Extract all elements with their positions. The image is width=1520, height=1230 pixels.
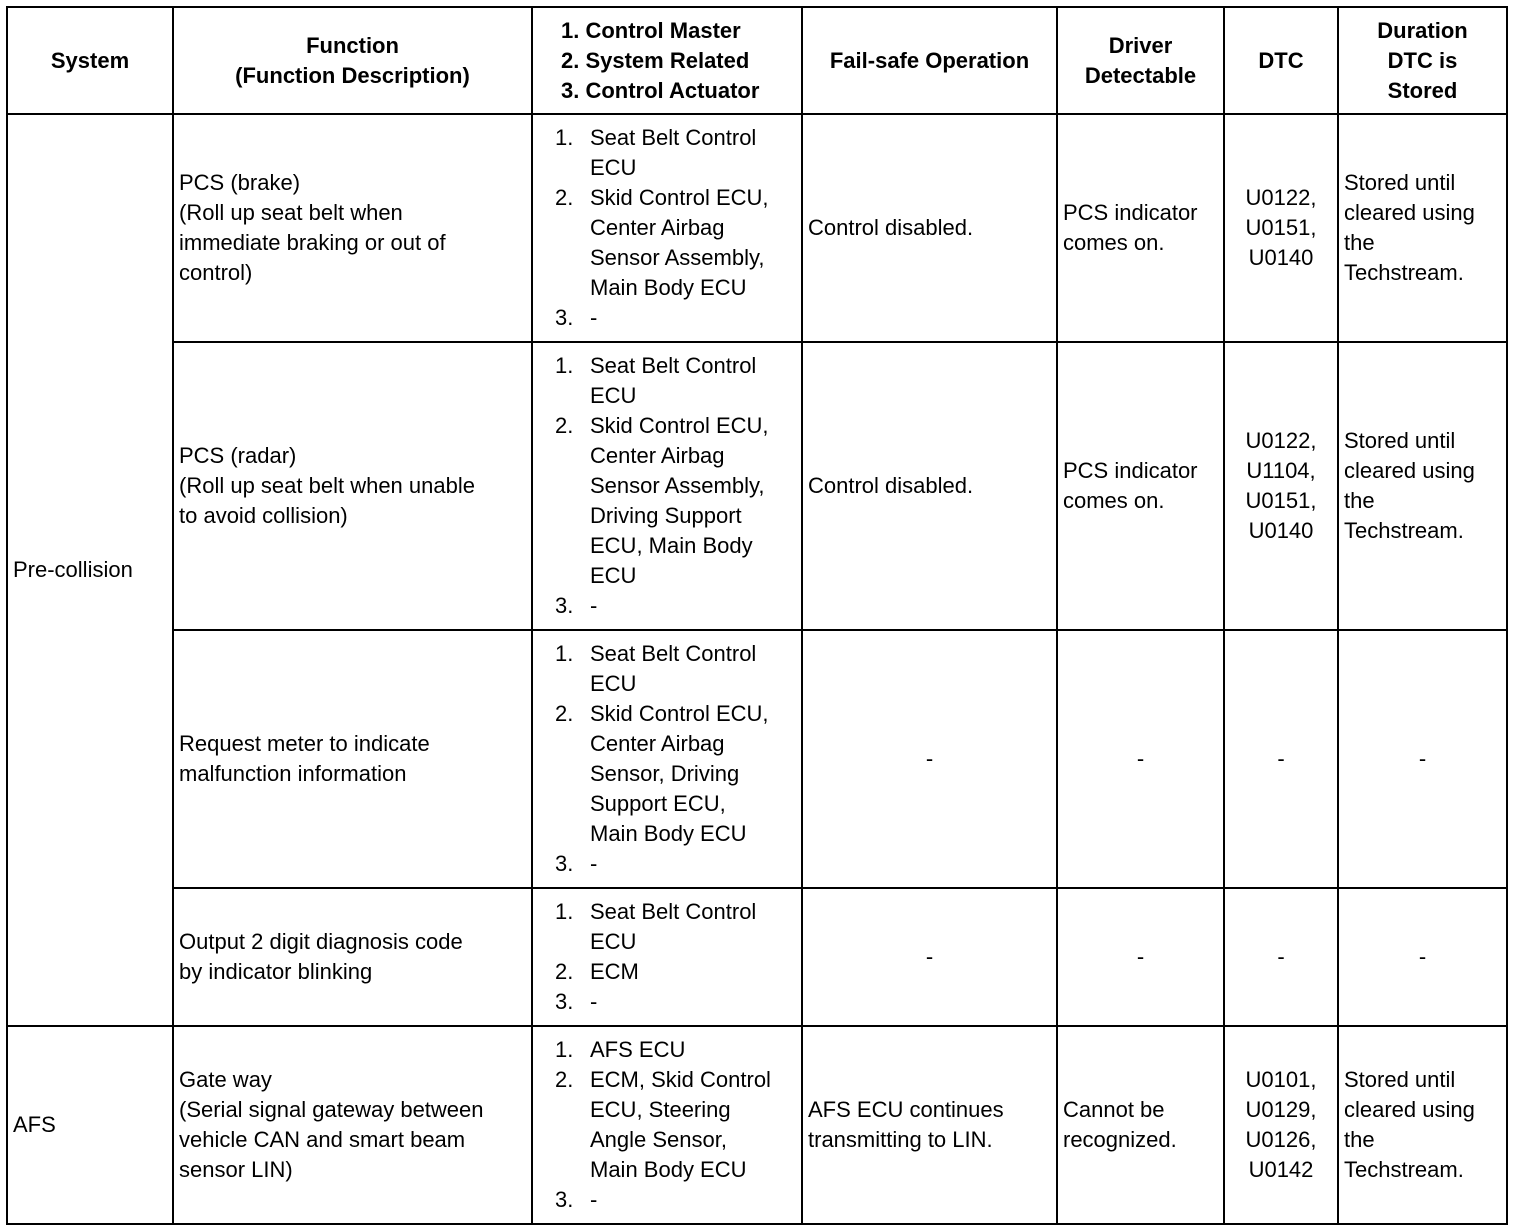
control-item-number: 3. — [555, 989, 574, 1014]
control-item-line: - — [590, 989, 598, 1014]
function-line: control) — [179, 260, 253, 285]
header-driver-line: Detectable — [1084, 62, 1197, 88]
duration-cell — [1338, 1026, 1507, 1224]
header-row — [7, 7, 1507, 114]
dtc-cell — [1224, 114, 1338, 342]
failsafe-cell — [802, 1026, 1057, 1224]
function-line: malfunction information — [179, 761, 407, 786]
table-row — [7, 888, 1507, 1026]
control-item-number: 3. — [555, 851, 574, 876]
function-line: (Roll up seat belt when — [179, 200, 403, 225]
dtc-line: U0140 — [1248, 245, 1314, 270]
function-line: Request meter to indicate — [179, 731, 430, 756]
control-item-line: AFS ECU — [590, 1037, 686, 1062]
dtc-line: U0101, — [1245, 1067, 1317, 1092]
header-control-line: 3. Control Actuator — [561, 77, 760, 103]
duration-line: Techstream. — [1344, 1157, 1464, 1182]
dtc-line: U0142 — [1248, 1157, 1314, 1182]
header-function-line: Function — [306, 32, 399, 58]
control-list — [538, 351, 796, 621]
failsafe-line: - — [925, 944, 934, 969]
failsafe-line: transmitting to LIN. — [808, 1127, 993, 1152]
dtc-line: U1104, — [1246, 458, 1316, 483]
header-control-line: 2. System Related — [561, 47, 750, 73]
function-cell — [173, 1026, 532, 1224]
driver-line: Cannot be — [1063, 1097, 1165, 1122]
duration-line: Techstream. — [1344, 518, 1464, 543]
control-item-number: 3. — [555, 1187, 574, 1212]
header-function-line: (Function Description) — [235, 62, 470, 88]
control-item-line: Sensor, Driving — [590, 761, 740, 786]
control-item-line: Center Airbag — [590, 215, 725, 240]
control-list-item — [538, 1185, 796, 1215]
control-item-number: 1. — [555, 1037, 574, 1062]
dtc-cell — [1224, 1026, 1338, 1224]
dtc-line: U0129, — [1245, 1097, 1317, 1122]
control-item-line: Skid Control ECU, — [590, 185, 769, 210]
control-list — [538, 123, 796, 333]
function-line: Gate way — [179, 1067, 272, 1092]
function-cell — [173, 342, 532, 630]
control-item-line: Sensor Assembly, — [590, 473, 765, 498]
control-cell — [532, 342, 802, 630]
control-item-line: Seat Belt Control — [590, 899, 757, 924]
control-list — [538, 1035, 796, 1215]
control-item-number: 1. — [555, 125, 574, 150]
control-item-line: - — [590, 851, 598, 876]
header-driver — [1057, 7, 1224, 114]
function-line: PCS (brake) — [179, 170, 301, 195]
control-list-item — [538, 897, 796, 957]
control-item-line: ECU — [590, 929, 637, 954]
control-item-line: ECU — [590, 155, 637, 180]
control-item-line: ECM — [590, 959, 639, 984]
dtc-line: U0122, — [1245, 428, 1317, 453]
function-line: Output 2 digit diagnosis code — [179, 929, 463, 954]
dtc-line: - — [1277, 746, 1285, 771]
function-line: vehicle CAN and smart beam — [179, 1127, 466, 1152]
header-duration — [1338, 7, 1507, 114]
control-list-item — [538, 699, 796, 849]
dtc-cell — [1224, 888, 1338, 1026]
driver-line: comes on. — [1063, 488, 1165, 513]
duration-line: cleared using — [1344, 458, 1475, 483]
header-duration-line: Stored — [1387, 77, 1458, 103]
dtc-line: U0151, — [1245, 488, 1317, 513]
control-item-number: 2. — [555, 1067, 574, 1092]
driver-line: PCS indicator — [1063, 200, 1198, 225]
control-item-number: 2. — [555, 185, 574, 210]
failsafe-cell — [802, 888, 1057, 1026]
failsafe-cell — [802, 114, 1057, 342]
function-line: to avoid collision) — [179, 503, 348, 528]
dtc-line: U0151, — [1245, 215, 1317, 240]
duration-cell — [1338, 114, 1507, 342]
control-item-line: Skid Control ECU, — [590, 701, 769, 726]
control-item-line: Skid Control ECU, — [590, 413, 769, 438]
control-list-item — [538, 1065, 796, 1185]
duration-line: - — [1418, 944, 1427, 969]
control-list — [538, 639, 796, 879]
control-list-item — [538, 957, 796, 987]
control-item-number: 2. — [555, 413, 574, 438]
failsafe-line: - — [925, 746, 934, 771]
control-item-line: - — [590, 305, 598, 330]
control-item-line: - — [590, 1187, 598, 1212]
duration-cell — [1338, 342, 1507, 630]
table-row — [7, 114, 1507, 342]
failsafe-line: Control disabled. — [808, 215, 974, 240]
function-line: (Roll up seat belt when unable — [179, 473, 475, 498]
duration-line: cleared using — [1344, 200, 1475, 225]
control-list-item — [538, 639, 796, 699]
duration-line: Stored until — [1344, 428, 1456, 453]
control-item-line: Seat Belt Control — [590, 353, 757, 378]
control-item-number: 1. — [555, 353, 574, 378]
driver-line: PCS indicator — [1063, 458, 1198, 483]
duration-line: Stored until — [1344, 170, 1456, 195]
dtc-line: U0122, — [1245, 185, 1317, 210]
control-list-item — [538, 351, 796, 411]
failsafe-cell — [802, 342, 1057, 630]
failsafe-line: AFS ECU continues — [808, 1097, 1004, 1122]
driver-cell — [1057, 888, 1224, 1026]
control-list-item — [538, 591, 796, 621]
system-cell: AFS — [7, 1026, 173, 1224]
duration-line: Stored until — [1344, 1067, 1456, 1092]
duration-line: cleared using — [1344, 1097, 1475, 1122]
driver-line: - — [1136, 746, 1145, 771]
control-list-item — [538, 987, 796, 1017]
control-item-line: ECU — [590, 383, 637, 408]
dtc-line: U0126, — [1245, 1127, 1317, 1152]
control-item-line: Center Airbag — [590, 731, 725, 756]
duration-cell — [1338, 888, 1507, 1026]
table-row — [7, 1026, 1507, 1224]
control-item-line: Driving Support — [590, 503, 742, 528]
driver-cell — [1057, 114, 1224, 342]
control-item-line: Sensor Assembly, — [590, 245, 765, 270]
duration-line: Techstream. — [1344, 260, 1464, 285]
duration-line: the — [1344, 488, 1375, 513]
function-cell — [173, 888, 532, 1026]
header-control-line: 1. Control Master — [561, 17, 741, 43]
fail-safe-table — [6, 6, 1508, 1225]
driver-line: - — [1136, 944, 1145, 969]
control-item-line: Seat Belt Control — [590, 125, 757, 150]
driver-line: comes on. — [1063, 230, 1165, 255]
control-list-item — [538, 1035, 796, 1065]
dtc-cell — [1224, 342, 1338, 630]
header-duration-line: DTC is — [1387, 47, 1458, 73]
control-item-line: ECU, Main Body — [590, 533, 753, 558]
control-item-number: 3. — [555, 593, 574, 618]
header-control — [532, 7, 802, 114]
control-item-line: Main Body ECU — [590, 275, 747, 300]
function-line: PCS (radar) — [179, 443, 297, 468]
control-list-item — [538, 303, 796, 333]
table-row — [7, 342, 1507, 630]
header-dtc: DTC — [1224, 7, 1338, 114]
header-driver-line: Driver — [1108, 32, 1173, 58]
control-item-number: 3. — [555, 305, 574, 330]
failsafe-line: Control disabled. — [808, 473, 974, 498]
header-function — [173, 7, 532, 114]
control-item-line: ECM, Skid Control — [590, 1067, 771, 1092]
control-item-line: ECU, Steering — [590, 1097, 731, 1122]
driver-cell — [1057, 1026, 1224, 1224]
control-list-item — [538, 411, 796, 591]
function-cell — [173, 114, 532, 342]
control-item-line: - — [590, 593, 598, 618]
duration-line: the — [1344, 1127, 1375, 1152]
control-list-item — [538, 849, 796, 879]
control-item-number: 2. — [555, 959, 574, 984]
control-item-line: Angle Sensor, — [590, 1127, 727, 1152]
header-system: System — [7, 7, 173, 114]
control-list-item — [538, 183, 796, 303]
control-item-number: 2. — [555, 701, 574, 726]
control-item-line: Support ECU, — [590, 791, 726, 816]
dtc-cell — [1224, 630, 1338, 888]
function-line: sensor LIN) — [179, 1157, 293, 1182]
failsafe-cell — [802, 630, 1057, 888]
control-list — [538, 897, 796, 1017]
driver-line: recognized. — [1063, 1127, 1177, 1152]
control-cell — [532, 888, 802, 1026]
function-line: (Serial signal gateway between — [179, 1097, 484, 1122]
control-item-line: Seat Belt Control — [590, 641, 757, 666]
control-item-number: 1. — [555, 899, 574, 924]
driver-cell — [1057, 630, 1224, 888]
control-item-line: Main Body ECU — [590, 1157, 747, 1182]
function-line: by indicator blinking — [179, 959, 373, 984]
control-cell — [532, 114, 802, 342]
dtc-line: - — [1277, 944, 1285, 969]
control-item-number: 1. — [555, 641, 574, 666]
dtc-line: U0140 — [1248, 518, 1314, 543]
control-item-line: ECU — [590, 671, 637, 696]
table-row — [7, 630, 1507, 888]
duration-line: - — [1418, 746, 1427, 771]
control-item-line: Main Body ECU — [590, 821, 747, 846]
table-body — [7, 114, 1507, 1224]
control-list-item — [538, 123, 796, 183]
duration-cell — [1338, 630, 1507, 888]
function-cell — [173, 630, 532, 888]
driver-cell — [1057, 342, 1224, 630]
control-item-line: Center Airbag — [590, 443, 725, 468]
header-duration-line: Duration — [1377, 17, 1468, 43]
control-item-line: ECU — [590, 563, 637, 588]
control-cell — [532, 1026, 802, 1224]
system-cell: Pre-collision — [7, 114, 173, 1026]
header-failsafe: Fail-safe Operation — [802, 7, 1057, 114]
duration-line: the — [1344, 230, 1375, 255]
control-cell — [532, 630, 802, 888]
function-line: immediate braking or out of — [179, 230, 446, 255]
